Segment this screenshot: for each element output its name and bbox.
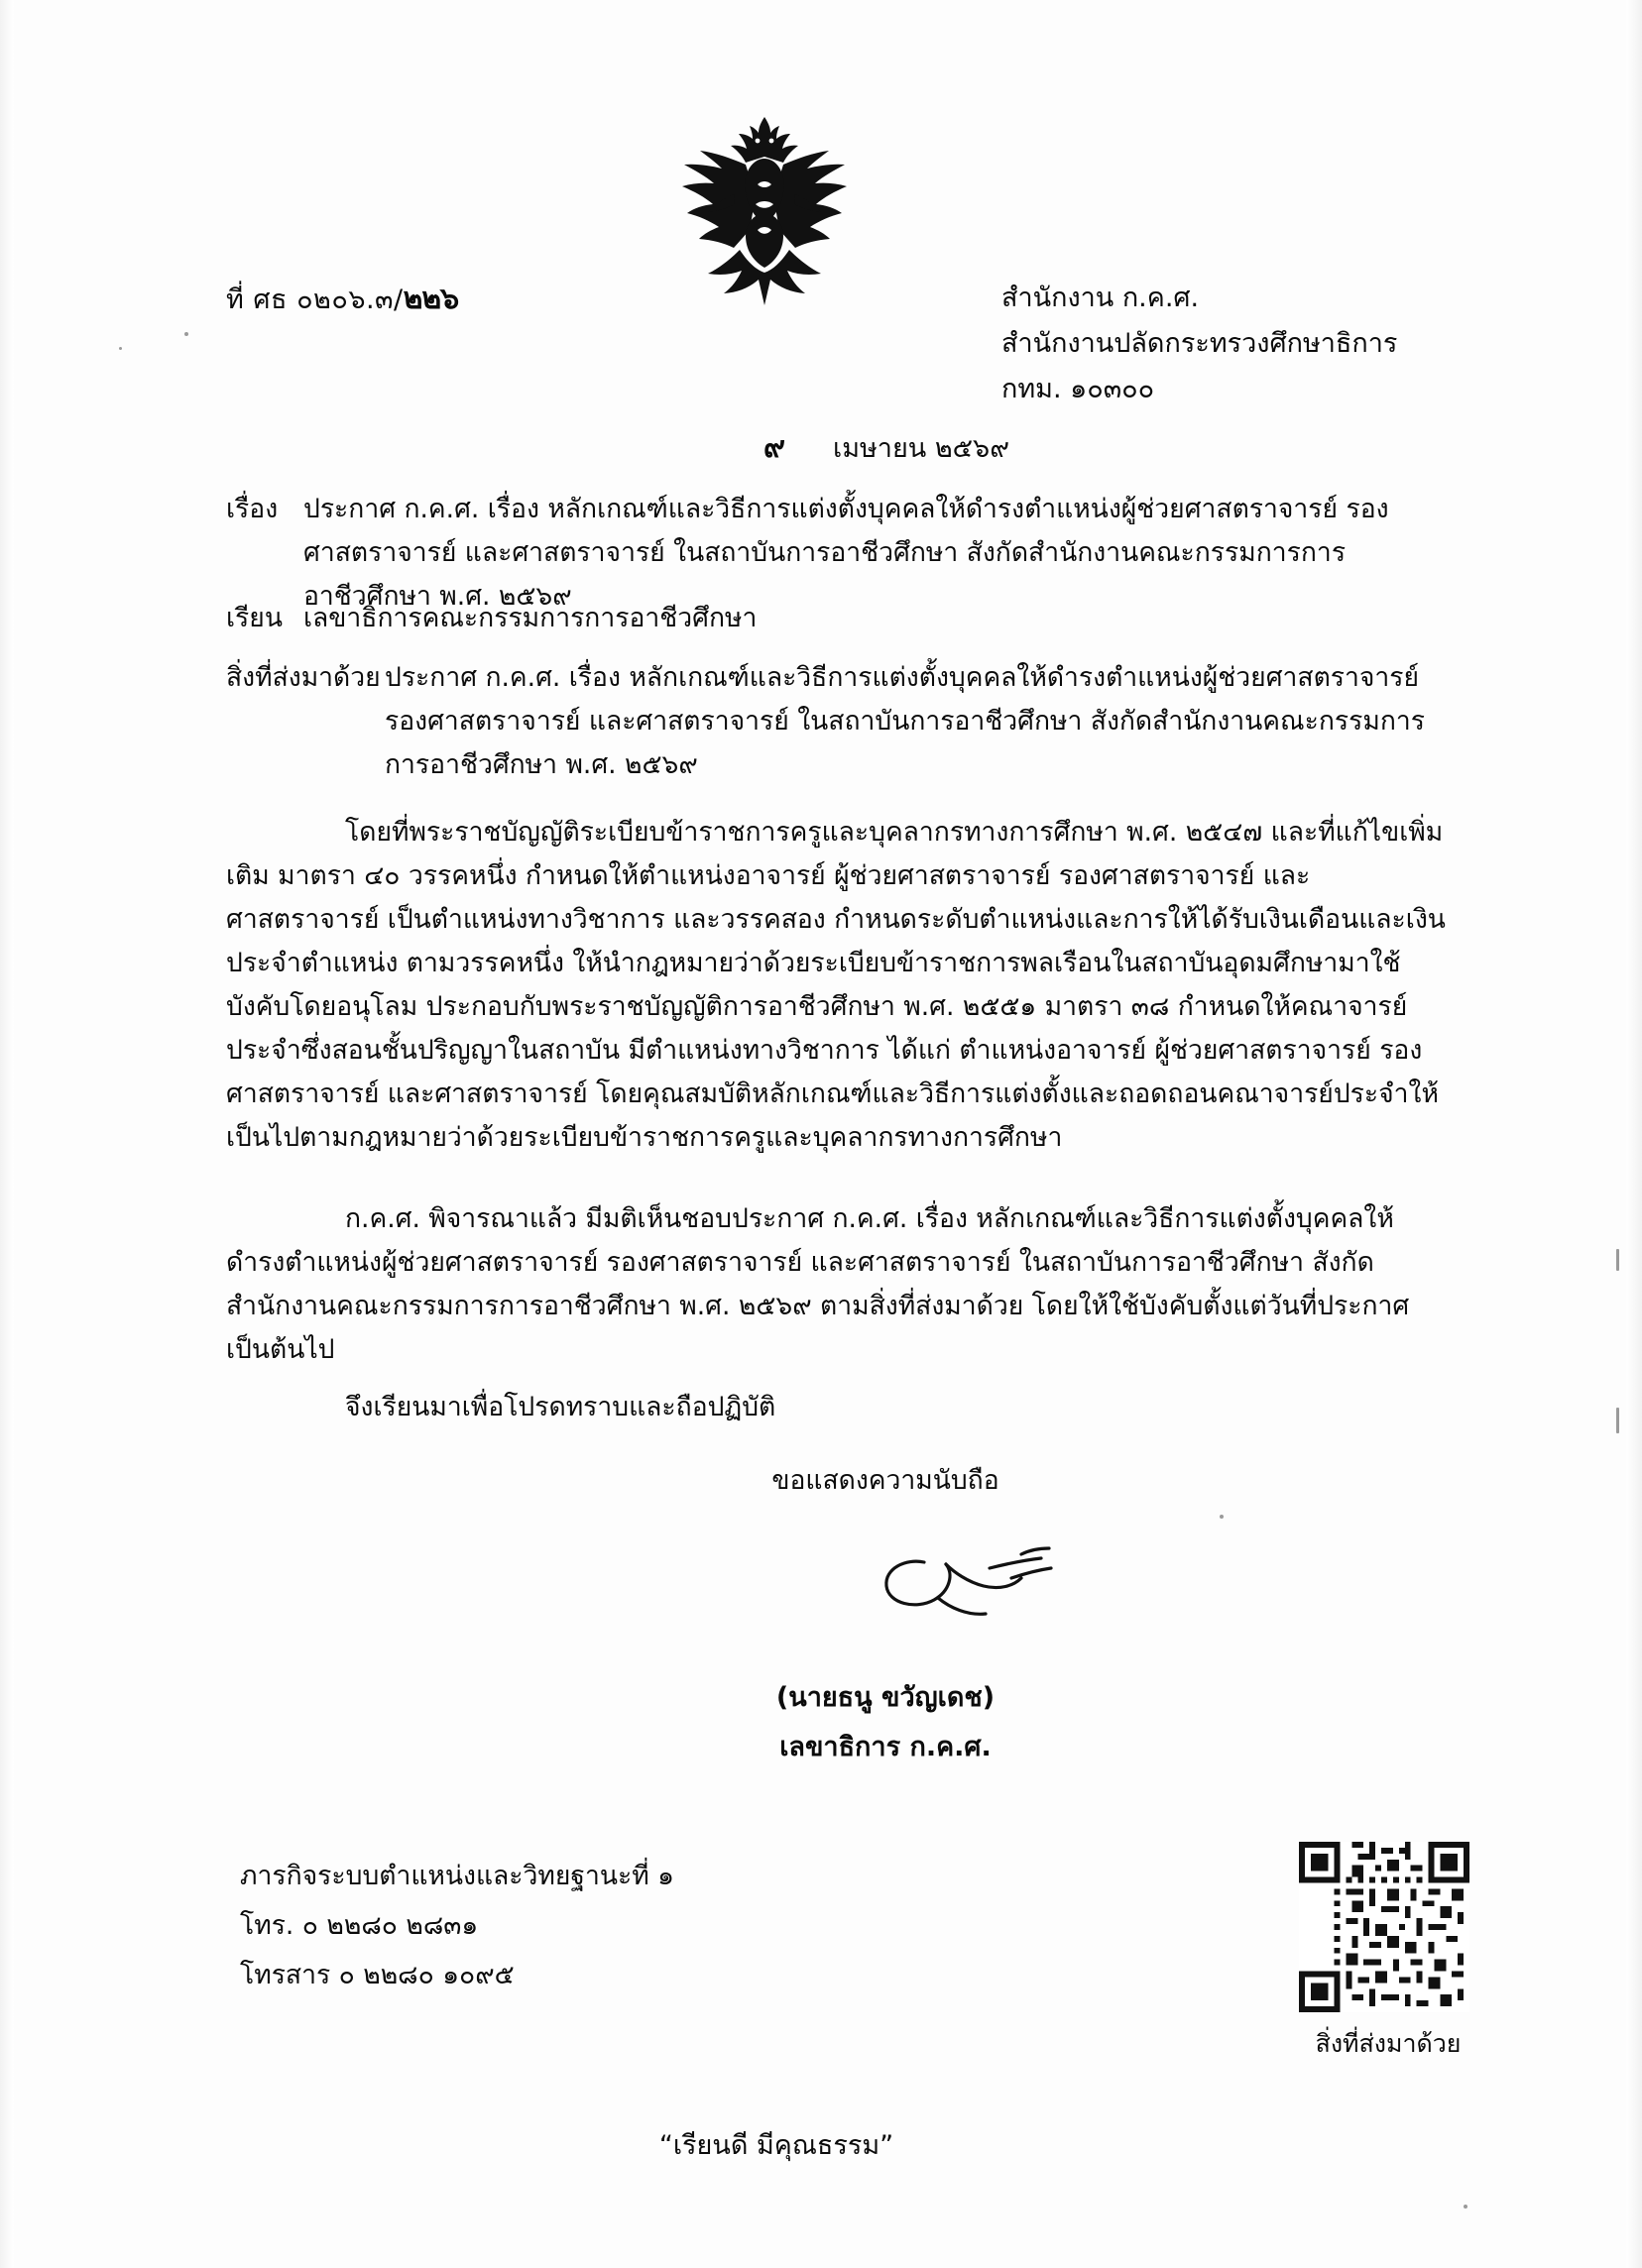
regards-text: ขอแสดงความนับถือ: [771, 1465, 999, 1496]
scan-speck: [1616, 1249, 1619, 1271]
enclosure-text: ประกาศ ก.ค.ศ. เรื่อง หลักเกณฑ์และวิธีการแต่งตั้งบุคคลให้ดำรงตำแหน่งผู้ช่วยศาสตราจารย์ รองศาสตราจารย์ และศาสตราจารย์ ในสถาบันการอาชีวศึกษา สังกัดสำนักงานคณะกรรมการการอาชีวศึกษา พ.ศ. ๒๕๖๙: [385, 662, 1425, 780]
contact-division: ภารกิจระบบตำแหน่งและวิทยฐานะที่ ๑: [240, 1861, 674, 1891]
document-number-prefix: ที่ ศธ ๐๒๐๖.๓/: [226, 284, 404, 315]
signer-title-text: เลขาธิการ ก.ค.ศ.: [779, 1732, 992, 1762]
attention-row: [226, 597, 1416, 640]
qr-caption: [1289, 2024, 1487, 2064]
scan-speck: [1220, 1515, 1224, 1519]
contact-block: [240, 1852, 674, 2000]
issuing-office: [1001, 276, 1397, 412]
date-month-year: เมษายน ๒๕๖๙: [832, 433, 1009, 464]
signature-icon: [873, 1538, 1101, 1638]
document-number: [226, 276, 458, 322]
garuda-emblem-icon: [670, 111, 859, 309]
scan-speck: [119, 347, 122, 350]
office-line-3: กทม. ๑๐๓๐๐: [1001, 374, 1155, 404]
footer-motto-text: “เรียนดี มีคุณธรรม”: [658, 2130, 894, 2161]
enclosure-label: สิ่งที่ส่งมาด้วย: [226, 662, 381, 693]
contact-fax: โทรสาร ๐ ๒๒๘๐ ๑๐๙๕: [240, 1960, 515, 1990]
body-paragraph-2-text: ก.ค.ศ. พิจารณาแล้ว มีมติเห็นชอบประกาศ ก.ค.ศ. เรื่อง หลักเกณฑ์และวิธีการแต่งตั้งบุคคลให้ดำรงตำแหน่งผู้ช่วยศาสตราจารย์ รองศาสตราจารย์ และศาสตราจารย์ ในสถาบันการอาชีวศึกษา สังกัดสำนักงานคณะกรรมการการอาชีวศึกษา พ.ศ. ๒๕๖๙ ตามสิ่งที่ส่งมาด้วย โดยให้ใช้บังคับตั้งแต่วันที่ประกาศเป็นต้นไป: [226, 1203, 1410, 1365]
office-line-1: สำนักงาน ก.ค.ศ.: [1001, 283, 1200, 313]
attention-text: เลขาธิการคณะกรรมการการอาชีวศึกษา: [303, 603, 758, 633]
footer-motto: [0, 2123, 1642, 2166]
body-paragraph-1-text: โดยที่พระราชบัญญัติระเบียบข้าราชการครูและบุคลากรทางการศึกษา พ.ศ. ๒๕๔๗ และที่แก้ไขเพิ่มเติม มาตรา ๔๐ วรรคหนึ่ง กำหนดให้ตำแหน่งอาจารย์ ผู้ช่วยศาสตราจารย์ รองศาสตราจารย์ และศาสตราจารย์ เป็นตำแหน่งทางวิชาการ และวรรคสอง กำหนดระดับตำแหน่งและการให้ได้รับเงินเดือนและเงินประจำตำแหน่ง ตามวรรคหนึ่ง ให้นำกฎหมายว่าด้วยระเบียบข้าราชการพลเรือนในสถาบันอุดมศึกษามาใช้บังคับโดยอนุโลม ประกอบกับพระราชบัญญัติการอาชีวศึกษา พ.ศ. ๒๕๕๑ มาตรา ๓๘ กำหนดให้คณาจารย์ประจำซึ่งสอนชั้นปริญญาในสถาบัน มีตำแหน่งทางวิชาการ ได้แก่ ตำแหน่งอาจารย์ ผู้ช่วยศาสตราจารย์ รองศาสตราจารย์ และศาสตราจารย์ โดยคุณสมบัติหลักเกณฑ์และวิธีการแต่งตั้งและถอดถอนคณาจารย์ประจำให้เป็นไปตามกฎหมายว่าด้วยระเบียบข้าราชการครูและบุคลากรทางการศึกษา: [226, 817, 1446, 1153]
scan-speck: [184, 332, 188, 336]
attention-label: เรียน: [226, 603, 283, 633]
office-line-2: สำนักงานปลัดกระทรวงศึกษาธิการ: [1001, 328, 1398, 359]
body-paragraph-2: [226, 1197, 1446, 1372]
signer-name: [0, 1675, 1642, 1718]
date-day: ๙: [763, 430, 785, 465]
qr-caption-text: สิ่งที่ส่งมาด้วย: [1315, 2029, 1462, 2058]
body-paragraph-1: [226, 811, 1446, 1160]
scan-edge-right: [1626, 0, 1642, 2268]
signer-title: [0, 1725, 1642, 1767]
document-date: [763, 424, 1009, 471]
closing-text: จึงเรียนมาเพื่อโปรดทราบและถือปฏิบัติ: [345, 1392, 776, 1422]
signer-name-text: (นายธนู ขวัญเดช): [775, 1682, 996, 1713]
scan-speck: [1464, 2205, 1467, 2209]
document-number-value: ๒๒๖: [403, 282, 459, 316]
scan-speck: [1616, 1408, 1619, 1433]
regards-line: [0, 1459, 1642, 1501]
enclosure-row: [226, 656, 1466, 787]
qr-code-icon[interactable]: [1299, 1842, 1469, 2012]
scan-edge-left: [0, 0, 14, 2268]
subject-label: เรื่อง: [226, 494, 279, 524]
contact-phone: โทร. ๐ ๒๒๘๐ ๒๘๓๑: [240, 1910, 479, 1941]
closing-line: [226, 1386, 1446, 1429]
subject-text: ประกาศ ก.ค.ศ. เรื่อง หลักเกณฑ์และวิธีการแต่งตั้งบุคคลให้ดำรงตำแหน่งผู้ช่วยศาสตราจารย์ รองศาสตราจารย์ และศาสตราจารย์ ในสถาบันการอาชีวศึกษา สังกัดสำนักงานคณะกรรมการการอาชีวศึกษา พ.ศ. ๒๕๖๙: [303, 494, 1389, 612]
